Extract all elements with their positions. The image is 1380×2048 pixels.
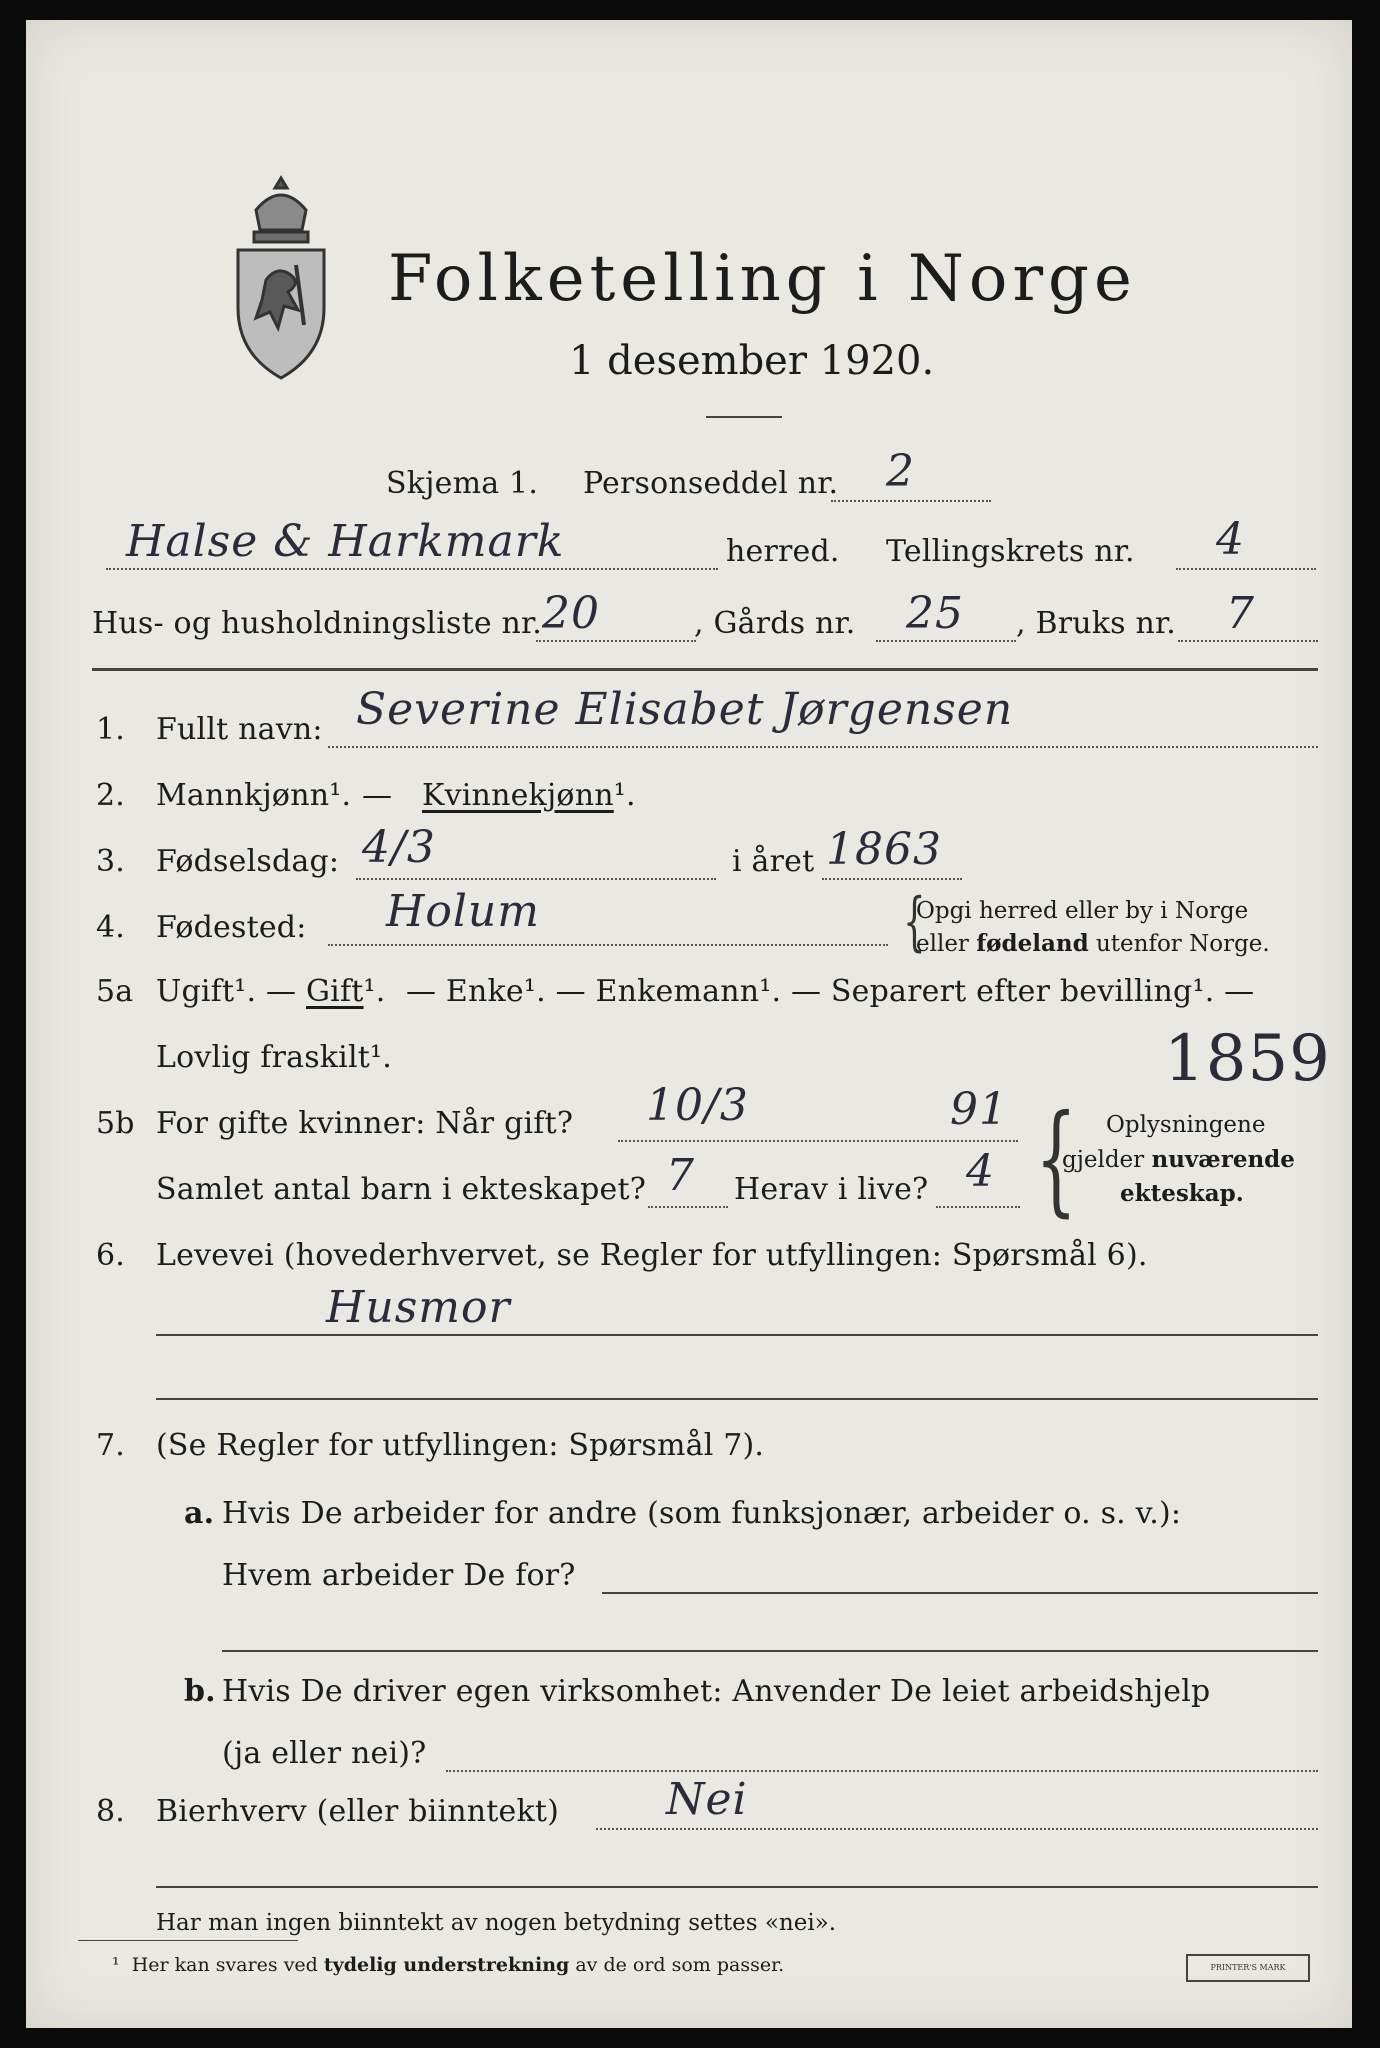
tellingskrets-line (1176, 568, 1316, 570)
q8-value[interactable]: Nei (666, 1774, 748, 1825)
q6-value[interactable]: Husmor (326, 1282, 511, 1333)
q5b-number: 5b (96, 1106, 135, 1141)
q5b-year-value[interactable]: 91 (950, 1084, 1008, 1135)
q3-year-line (822, 878, 962, 880)
bruks-line (1178, 640, 1318, 642)
title-divider (706, 416, 782, 418)
q1-number: 1. (96, 712, 126, 747)
q5a-margin-note: 1859 (1164, 1022, 1331, 1096)
q1-line (328, 746, 1318, 748)
q2-kvinne-sup: ¹. (613, 778, 636, 813)
q2-mann[interactable]: Mannkjønn¹. (156, 778, 352, 813)
q8-line2 (156, 1886, 1318, 1888)
norway-coat-of-arms-icon (226, 170, 336, 385)
herred-value[interactable]: Halse & Harkmark (126, 516, 565, 567)
q5b-date-line (618, 1140, 1018, 1142)
q3-value[interactable]: 4/3 (362, 822, 436, 873)
header-divider (92, 668, 1318, 671)
footnote: ¹ Her kan svares ved tydelig understrekning av de ord som passer. (112, 1954, 785, 1976)
q5b-note-line2: gjelder nuværende (1062, 1146, 1295, 1173)
q3-number: 3. (96, 844, 126, 879)
q8-label: Bierhverv (eller biinntekt) (156, 1794, 560, 1829)
q5a-gift-sup: ¹. (363, 974, 386, 1009)
q5b-barn-line (648, 1206, 728, 1208)
footer-note: Har man ingen biinntekt av nogen betydning settes «nei». (156, 1910, 837, 1936)
q7a-text2: Hvem arbeider De for? (222, 1558, 576, 1593)
herred-label: herred. (726, 534, 840, 569)
q7b-letter: b. (184, 1674, 216, 1709)
q5b-live-label: Herav i live? (734, 1172, 929, 1207)
q3-line (356, 878, 716, 880)
q2-separator: — (362, 778, 393, 813)
personseddel-value[interactable]: 2 (886, 446, 915, 497)
personseddel-line (831, 500, 991, 502)
q5b-live-line (936, 1206, 1020, 1208)
q4-value[interactable]: Holum (386, 886, 540, 937)
gards-label: , Gårds nr. (694, 606, 856, 641)
census-form-sheet (26, 20, 1352, 2028)
q5a-rest: — Enke¹. — Enkemann¹. — Separert efter bevilling¹. — (406, 974, 1255, 1009)
q5b-note-line3: ekteskap. (1120, 1180, 1244, 1207)
q5b-live-value[interactable]: 4 (966, 1146, 995, 1197)
q5a-number: 5a (96, 974, 134, 1009)
hus-label: Hus- og husholdningsliste nr. (92, 606, 543, 641)
q7a-answer-line[interactable] (602, 1592, 1318, 1594)
q5b-barn-value[interactable]: 7 (666, 1150, 695, 1201)
q3-year-value[interactable]: 1863 (826, 824, 942, 875)
q5a-ugift[interactable]: Ugift¹. — (156, 974, 297, 1009)
q1-label: Fullt navn: (156, 712, 323, 747)
hus-line (536, 640, 696, 642)
q4-line (328, 944, 888, 946)
q4-number: 4. (96, 910, 126, 945)
q6-label: Levevei (hovederhvervet, se Regler for utfyllingen: Spørsmål 6). (156, 1238, 1148, 1273)
skjema-label: Skjema 1. (386, 466, 539, 501)
q3-label: Fødselsdag: (156, 844, 340, 879)
q5b-barn-label: Samlet antal barn i ekteskapet? (156, 1172, 647, 1207)
q2-kvinne-row (422, 778, 636, 813)
tellingskrets-value[interactable]: 4 (1216, 514, 1245, 565)
q6-line2 (156, 1398, 1318, 1400)
q4-note-line1: Opgi herred eller by i Norge (916, 898, 1249, 924)
personseddel-label: Personseddel nr. (583, 466, 839, 501)
gards-line (876, 640, 1016, 642)
printer-stamp: PRINTER'S MARK (1186, 1954, 1310, 1982)
q5b-date-value[interactable]: 10/3 (646, 1080, 749, 1131)
q7b-text2: (ja eller nei)? (222, 1736, 427, 1771)
q2-number: 2. (96, 778, 126, 813)
q5b-label: For gifte kvinner: Når gift? (156, 1106, 574, 1141)
herred-line (106, 568, 718, 570)
q7a-letter: a. (184, 1496, 215, 1531)
q2-kvinne-selected[interactable]: Kvinnekjønn (422, 778, 614, 813)
q8-line (596, 1828, 1318, 1830)
q5a-line2[interactable]: Lovlig fraskilt¹. (156, 1040, 392, 1075)
q5a-gift-selected[interactable]: Gift (306, 974, 364, 1009)
q7-label: (Se Regler for utfyllingen: Spørsmål 7). (156, 1428, 765, 1463)
q7a-text: Hvis De arbeider for andre (som funksjonær, arbeider o. s. v.): (222, 1496, 1182, 1531)
tellingskrets-label: Tellingskrets nr. (886, 534, 1135, 569)
q3-year-label: i året (732, 844, 815, 879)
q6-line1 (156, 1334, 1318, 1336)
q7b-text: Hvis De driver egen virksomhet: Anvender De leiet arbeidshjelp (222, 1674, 1211, 1709)
q7b-answer-line[interactable] (446, 1770, 1318, 1772)
hus-value[interactable]: 20 (542, 588, 600, 639)
q7a-answer-line2[interactable] (222, 1650, 1318, 1652)
bruks-value[interactable]: 7 (1226, 588, 1255, 639)
q5b-brace: { (1035, 1090, 1078, 1229)
q7-number: 7. (96, 1428, 126, 1463)
q4-note-line2: eller fødeland utenfor Norge. (916, 930, 1270, 957)
gards-value[interactable]: 25 (906, 588, 964, 639)
q5a-gift-wrap (306, 974, 386, 1009)
footnote-divider (78, 1940, 298, 1941)
q4-brace: { (903, 885, 926, 959)
form-title: Folketelling i Norge (388, 242, 1137, 316)
q1-value[interactable]: Severine Elisabet Jørgensen (356, 684, 1014, 735)
q4-label: Fødested: (156, 910, 307, 945)
q8-number: 8. (96, 1794, 126, 1829)
q6-number: 6. (96, 1238, 126, 1273)
bruks-label: , Bruks nr. (1016, 606, 1176, 641)
form-date: 1 desember 1920. (569, 338, 935, 384)
q5b-note-line1: Oplysningene (1106, 1112, 1266, 1138)
